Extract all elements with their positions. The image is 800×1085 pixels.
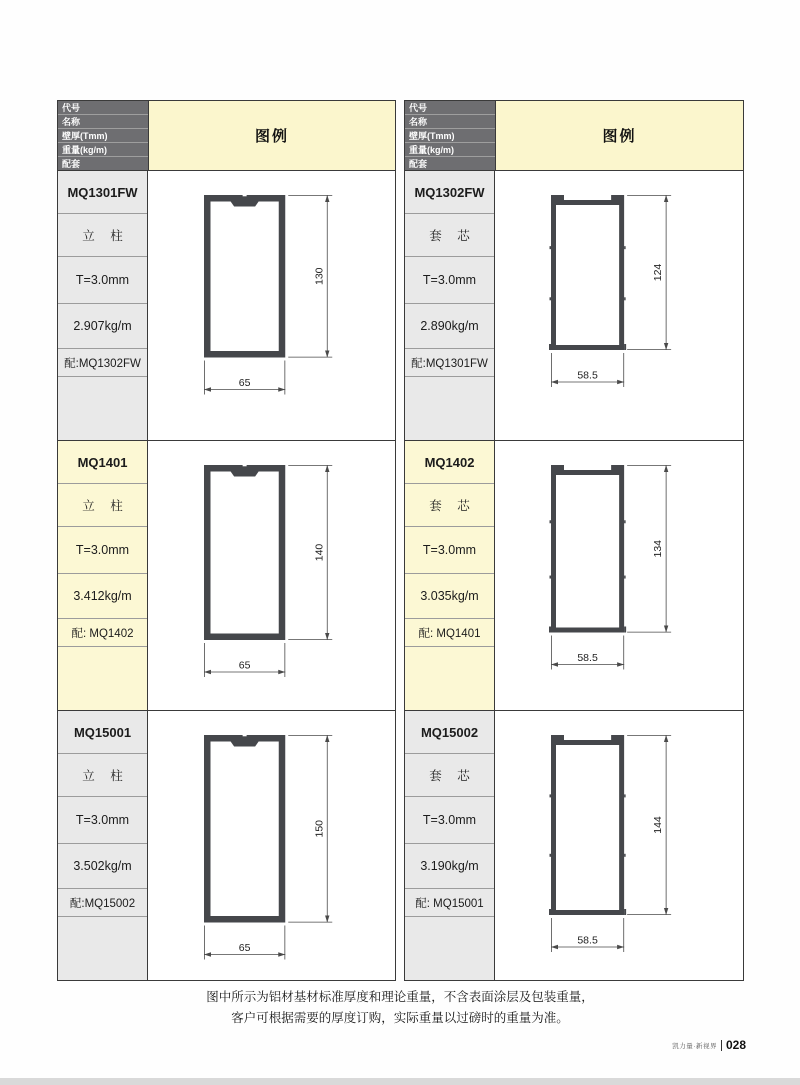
header-label-weight: 重量(kg/m) bbox=[405, 143, 495, 157]
legend-drawing-cell bbox=[495, 171, 743, 440]
product-row bbox=[405, 441, 743, 711]
legend-header: 图例 bbox=[148, 101, 395, 170]
product-code: MQ1402 bbox=[405, 441, 494, 484]
profile-drawing bbox=[519, 727, 719, 965]
product-code: MQ15001 bbox=[58, 711, 147, 754]
svg-text:65: 65 bbox=[238, 941, 250, 954]
header-label-thickness: 壁厚(Tmm) bbox=[405, 129, 495, 143]
header-label-name: 名称 bbox=[58, 115, 148, 129]
product-name: 立 柱 bbox=[58, 214, 147, 257]
product-labels bbox=[58, 711, 148, 980]
product-name: 立 柱 bbox=[58, 484, 147, 527]
product-code: MQ1301FW bbox=[58, 171, 147, 214]
product-thickness: T=3.0mm bbox=[58, 527, 147, 574]
product-match: 配: MQ1401 bbox=[405, 619, 494, 647]
footer-note-line2: 客户可根据需要的厚度订购，实际重量以过磅时的重量为准。 bbox=[231, 1011, 569, 1025]
product-labels bbox=[58, 171, 148, 440]
product-match: 配:MQ15002 bbox=[58, 889, 147, 917]
svg-text:144: 144 bbox=[652, 815, 665, 834]
page-footer bbox=[672, 1038, 746, 1052]
header-label-thickness: 壁厚(Tmm) bbox=[58, 129, 148, 143]
product-match: 配: MQ15001 bbox=[405, 889, 494, 917]
product-code: MQ15002 bbox=[405, 711, 494, 754]
legend-drawing-cell bbox=[495, 711, 743, 980]
legend-header: 图例 bbox=[495, 101, 743, 170]
profile-drawing bbox=[172, 187, 372, 425]
profile-drawing bbox=[519, 187, 719, 425]
page-bottom-strip bbox=[0, 1078, 800, 1085]
svg-text:58.5: 58.5 bbox=[577, 651, 598, 664]
table-header bbox=[58, 101, 395, 171]
label-filler bbox=[58, 917, 147, 980]
product-match: 配: MQ1402 bbox=[58, 619, 147, 647]
product-weight: 2.890kg/m bbox=[405, 304, 494, 349]
product-name: 套 芯 bbox=[405, 214, 494, 257]
footer-note bbox=[0, 987, 800, 1029]
footer-divider bbox=[721, 1040, 722, 1051]
product-weight: 3.412kg/m bbox=[58, 574, 147, 619]
product-thickness: T=3.0mm bbox=[58, 257, 147, 304]
header-label-match: 配套 bbox=[409, 159, 428, 169]
product-row bbox=[58, 711, 395, 980]
header-label-column bbox=[58, 101, 148, 170]
label-filler bbox=[58, 647, 147, 710]
table-header bbox=[405, 101, 743, 171]
product-name: 套 芯 bbox=[405, 484, 494, 527]
product-name: 立 柱 bbox=[58, 754, 147, 797]
product-row bbox=[405, 711, 743, 980]
product-weight: 3.190kg/m bbox=[405, 844, 494, 889]
brand-text: 凯力量·新视界 bbox=[672, 1042, 717, 1050]
profile-drawing bbox=[172, 727, 372, 965]
product-row bbox=[58, 441, 395, 711]
header-label-column bbox=[405, 101, 495, 170]
product-row bbox=[405, 171, 743, 441]
legend-drawing-cell bbox=[148, 711, 395, 980]
svg-text:65: 65 bbox=[238, 659, 250, 671]
product-name: 套 芯 bbox=[405, 754, 494, 797]
product-code: MQ1302FW bbox=[405, 171, 494, 214]
product-weight: 3.502kg/m bbox=[58, 844, 147, 889]
footer-note-line1: 图中所示为铝材基材标准厚度和理论重量，不含表面涂层及包装重量， bbox=[206, 990, 594, 1004]
header-label-match: 配套 bbox=[62, 159, 81, 169]
label-filler bbox=[405, 917, 494, 980]
svg-text:140: 140 bbox=[312, 543, 325, 561]
profile-drawing bbox=[519, 457, 719, 695]
product-row bbox=[58, 171, 395, 441]
svg-text:65: 65 bbox=[238, 376, 250, 389]
product-match: 配:MQ1302FW bbox=[58, 349, 147, 377]
svg-text:150: 150 bbox=[312, 819, 325, 838]
product-weight: 3.035kg/m bbox=[405, 574, 494, 619]
header-label-code: 代号 bbox=[405, 101, 495, 115]
product-labels bbox=[405, 171, 495, 440]
product-thickness: T=3.0mm bbox=[405, 527, 494, 574]
legend-drawing-cell bbox=[148, 171, 395, 440]
product-thickness: T=3.0mm bbox=[405, 797, 494, 844]
header-label-code: 代号 bbox=[58, 101, 148, 115]
svg-text:134: 134 bbox=[652, 539, 665, 558]
product-weight: 2.907kg/m bbox=[58, 304, 147, 349]
page-number: 028 bbox=[725, 1038, 746, 1052]
product-match: 配:MQ1301FW bbox=[405, 349, 494, 377]
product-labels bbox=[405, 711, 495, 980]
label-filler bbox=[405, 647, 494, 710]
product-thickness: T=3.0mm bbox=[405, 257, 494, 304]
svg-text:130: 130 bbox=[312, 266, 325, 285]
product-labels bbox=[58, 441, 148, 710]
header-label-weight: 重量(kg/m) bbox=[58, 143, 148, 157]
label-filler bbox=[405, 377, 494, 440]
product-thickness: T=3.0mm bbox=[58, 797, 147, 844]
svg-text:124: 124 bbox=[652, 263, 665, 281]
product-labels bbox=[405, 441, 495, 710]
legend-drawing-cell bbox=[495, 441, 743, 710]
svg-text:58.5: 58.5 bbox=[577, 934, 598, 946]
legend-drawing-cell bbox=[148, 441, 395, 710]
header-label-name: 名称 bbox=[405, 115, 495, 129]
product-code: MQ1401 bbox=[58, 441, 147, 484]
label-filler bbox=[58, 377, 147, 440]
product-table-left bbox=[57, 100, 396, 981]
profile-drawing bbox=[172, 457, 372, 695]
svg-text:58.5: 58.5 bbox=[577, 369, 598, 381]
product-table-right bbox=[404, 100, 744, 981]
